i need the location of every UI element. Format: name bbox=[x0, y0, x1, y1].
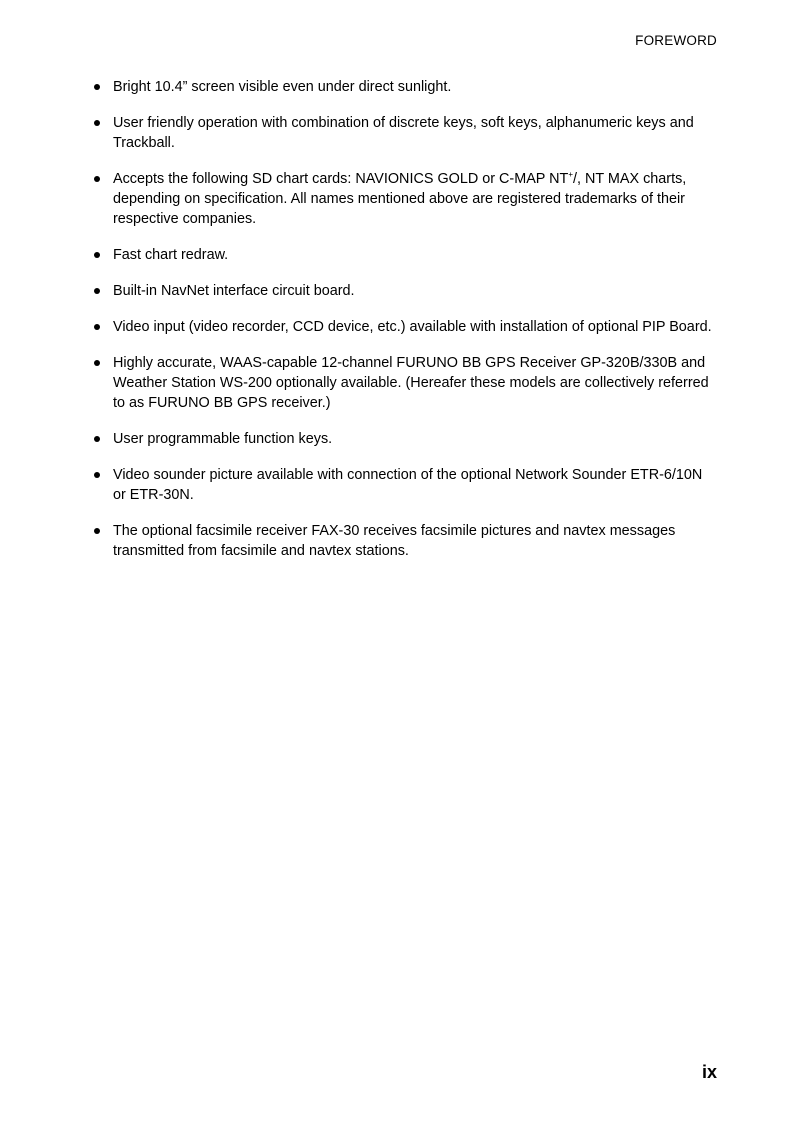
feature-text: /, NT MAX charts, depending on specification. All names mentioned above are registered trademarks of their respective companies. bbox=[113, 171, 687, 227]
feature-item-video-input: Video input (video recorder, CCD device, etc.) available with installation of optional PIP Board. bbox=[94, 317, 719, 337]
feature-item-video-sounder: Video sounder picture available with connection of the optional Network Sounder ETR-6/10N or ETR-30N. bbox=[94, 465, 719, 505]
feature-item-redraw: Fast chart redraw. bbox=[94, 245, 719, 265]
feature-item-operation: User friendly operation with combination of discrete keys, soft keys, alphanumeric keys and Trackball. bbox=[94, 113, 719, 153]
feature-text: Accepts the following SD chart cards: NAVIONICS GOLD or C-MAP NT bbox=[113, 171, 569, 187]
feature-item-chart-cards bbox=[94, 169, 719, 229]
feature-item-navnet: Built-in NavNet interface circuit board. bbox=[94, 281, 719, 301]
page-number: ix bbox=[701, 1062, 717, 1082]
feature-list bbox=[94, 77, 719, 577]
feature-item-facsimile: The optional facsimile receiver FAX-30 receives facsimile pictures and navtex messages transmitted from facsimile and navtex stations. bbox=[94, 521, 719, 561]
running-header: FOREWORD bbox=[635, 33, 717, 48]
feature-item-function-keys: User programmable function keys. bbox=[94, 429, 719, 449]
feature-item-screen: Bright 10.4” screen visible even under direct sunlight. bbox=[94, 77, 719, 97]
feature-item-gps: Highly accurate, WAAS-capable 12-channel FURUNO BB GPS Receiver GP-320B/330B and Weather Station WS-200 optionally available. (Hereafer these models are collectively referred to as FURUNO BB GPS receiver.) bbox=[94, 353, 719, 413]
superscript-plus: + bbox=[568, 170, 573, 179]
